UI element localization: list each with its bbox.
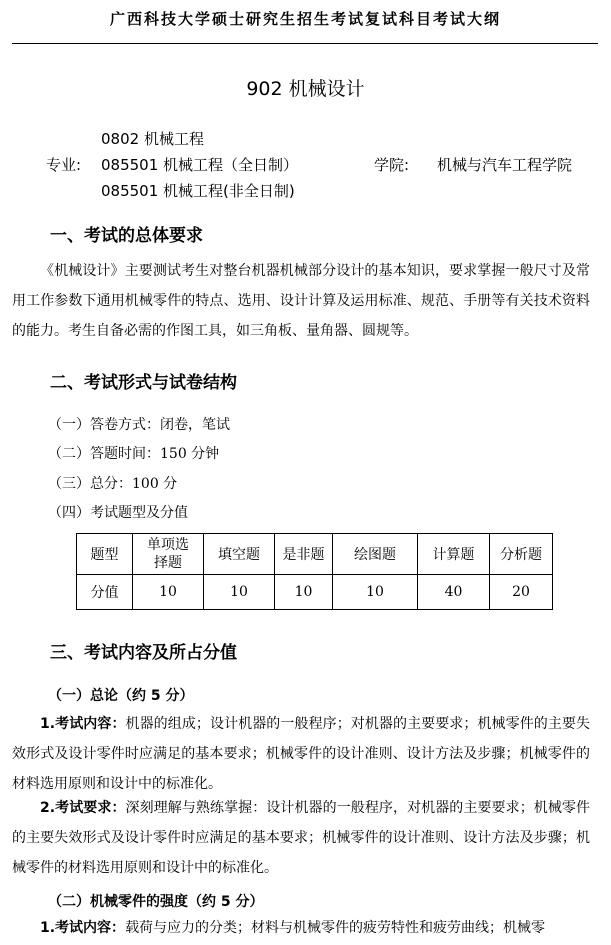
exam-item-1: （一）答卷方式：闭卷，笔试 (48, 417, 230, 433)
college-label: 学院: (374, 156, 410, 174)
header-title: 广西科技大学硕士研究生招生考试复试科目考试大纲 (109, 10, 501, 28)
sub1-content-text: 机器的组成；设计机器的一般程序；对机器的主要要求；机械零件的主要失效形式及设计零件时应满足的基本要求；机械零件的设计准则、设计方法及步骤；机械零件的材料选用原则和设计中的标准化。 (12, 716, 591, 792)
section1-heading: 一、考试的总体要求 (50, 226, 203, 246)
score-cell: 20 (490, 575, 553, 610)
sub2-content-label: 1.考试内容： (40, 920, 126, 936)
exam-item-2: （二）答题时间：150 分钟 (48, 446, 220, 462)
major-line-1: 0802 机械工程 (101, 130, 204, 148)
score-cell: 10 (275, 575, 333, 610)
sub1-req-label: 2.考试要求： (40, 800, 126, 816)
college-name: 机械与汽车工程学院 (437, 156, 573, 174)
sub1-content (12, 709, 590, 799)
sub2-content (12, 913, 590, 943)
sub1-requirement (12, 793, 590, 883)
score-cell: 10 (133, 575, 204, 610)
score-cell: 40 (418, 575, 490, 610)
sub2-content-text: 载荷与应力的分类；材料与机械零件的疲劳特性和疲劳曲线；机械零 (125, 920, 546, 936)
sub1-content-label: 1.考试内容： (40, 716, 126, 732)
header-rule (12, 43, 598, 44)
exam-item-3: （三）总分：100 分 (48, 476, 178, 492)
type-calculation: 计算题 (418, 534, 490, 575)
major-line-3: 085501 机械工程(非全日制) (101, 182, 295, 200)
sub2-heading: （二）机械零件的强度（约 5 分） (48, 894, 264, 910)
exam-item-4: （四）考试题型及分值 (48, 505, 188, 521)
section3-heading: 三、考试内容及所占分值 (50, 643, 237, 663)
major-line-2: 085501 机械工程（全日制） (101, 156, 299, 174)
type-fill-blank: 填空题 (204, 534, 275, 575)
type-analysis: 分析题 (490, 534, 553, 575)
score-cell: 10 (204, 575, 275, 610)
sub1-heading: （一）总论（约 5 分） (48, 688, 194, 704)
table-score-label: 分值 (77, 575, 133, 610)
type-drawing: 绘图题 (333, 534, 418, 575)
table-row-header: 题型 (77, 534, 133, 575)
major-label: 专业: (46, 156, 82, 174)
table-row (77, 534, 553, 575)
score-cell: 10 (333, 575, 418, 610)
table-row (77, 575, 553, 610)
sub1-req-text: 深刻理解与熟练掌握：设计机器的一般程序，对机器的主要要求；机械零件的主要失效形式及设计零件时应满足的基本要求；机械零件的设计准则、设计方法及步骤；机械零件的材料选用原则和设计中的标准化。 (12, 800, 591, 876)
section2-heading: 二、考试形式与试卷结构 (50, 373, 237, 393)
doc-title: 902 机械设计 (246, 78, 365, 100)
type-true-false: 是非题 (275, 534, 333, 575)
type-single-choice: 单项选 择题 (133, 534, 204, 575)
section1-body: 《机械设计》主要测试考生对整台机器机械部分设计的基本知识，要求掌握一般尺寸及常用工作参数下通用机械零件的特点、选用、设计计算及运用标准、规范、手册等有关技术资料的能力。考生自备必需的作图工具，如三角板、量角器、圆规等。 (12, 263, 590, 339)
score-table (76, 533, 553, 610)
